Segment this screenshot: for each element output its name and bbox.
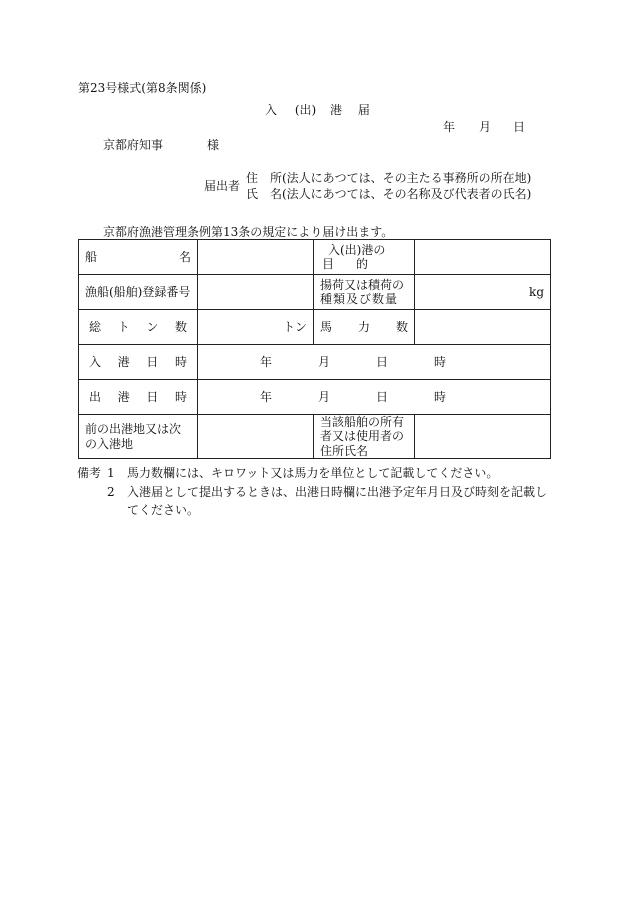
entry-datetime-label: 入 港 日 時 (79, 345, 198, 380)
addressee: 京都府知事 (103, 138, 164, 152)
title-char: 入 (265, 103, 278, 117)
title-char: 届 (357, 103, 370, 117)
registration-number-field[interactable] (198, 275, 314, 310)
table-row (79, 380, 551, 415)
note-item: 2 入港届として提出するときは、出港日時欄に出港予定年月日及び時刻を記載してください。 (107, 484, 548, 518)
ton-unit: トン (282, 319, 307, 334)
cargo-field[interactable] (415, 275, 551, 310)
notes (77, 464, 548, 520)
date-month-label: 月 (479, 120, 492, 134)
departure-datetime-label: 出 港 日 時 (79, 380, 198, 415)
notes-label: 備考 (77, 466, 102, 480)
table-row (79, 310, 551, 345)
kg-unit: kg (529, 284, 544, 299)
owner-field[interactable] (415, 415, 551, 459)
date-year-label: 年 (443, 120, 456, 134)
applicant-address-line: 住 所(法人にあつては、その主たる事務所の所在地) (246, 171, 532, 185)
form-number: 第23号様式(第8条関係) (78, 81, 207, 95)
entry-datetime-field[interactable]: 年 月 日 時 (198, 345, 551, 380)
date-day-label: 日 (513, 120, 526, 134)
addressee-honorific: 様 (207, 138, 220, 152)
table-row (79, 415, 551, 459)
note-item: 備考 1 馬力数欄には、キロワット又は馬力を単位として記載してください。 (107, 464, 547, 483)
prev-next-port-field[interactable] (198, 415, 314, 459)
ship-name-field[interactable] (198, 240, 314, 275)
prev-next-port-label: 前の出港地又は次の入港地 (79, 415, 198, 459)
departure-datetime-field[interactable]: 年 月 日 時 (198, 380, 551, 415)
applicant-name-line: 氏 名(法人にあつては、その名称及び代表者の氏名) (246, 187, 532, 201)
table-row (79, 240, 551, 275)
title-char: (出) (294, 103, 317, 117)
horsepower-label: 馬 力 数 (314, 310, 415, 345)
table-row (79, 275, 551, 310)
purpose-field[interactable] (415, 240, 551, 275)
applicant-label: 届出者 (204, 179, 241, 193)
gross-tonnage-label: 総 ト ン 数 (79, 310, 198, 345)
ship-name-label: 船 名 (79, 240, 198, 275)
owner-label: 当該船舶の所有者又は使用者の住所氏名 (314, 415, 415, 459)
form-title (265, 104, 370, 116)
registration-number-label: 漁船(船舶)登録番号 (79, 275, 198, 310)
title-char: 港 (330, 103, 343, 117)
form-table (78, 239, 551, 459)
intro-text: 京都府漁港管理条例第13条の規定により届け出ます。 (103, 225, 394, 239)
purpose-label: 入(出)港の 目 的 (314, 240, 415, 275)
gross-tonnage-field[interactable] (198, 310, 314, 345)
table-row (79, 345, 551, 380)
horsepower-field[interactable] (415, 310, 551, 345)
cargo-label: 揚荷又は積荷の 種類及び数量 (314, 275, 415, 310)
